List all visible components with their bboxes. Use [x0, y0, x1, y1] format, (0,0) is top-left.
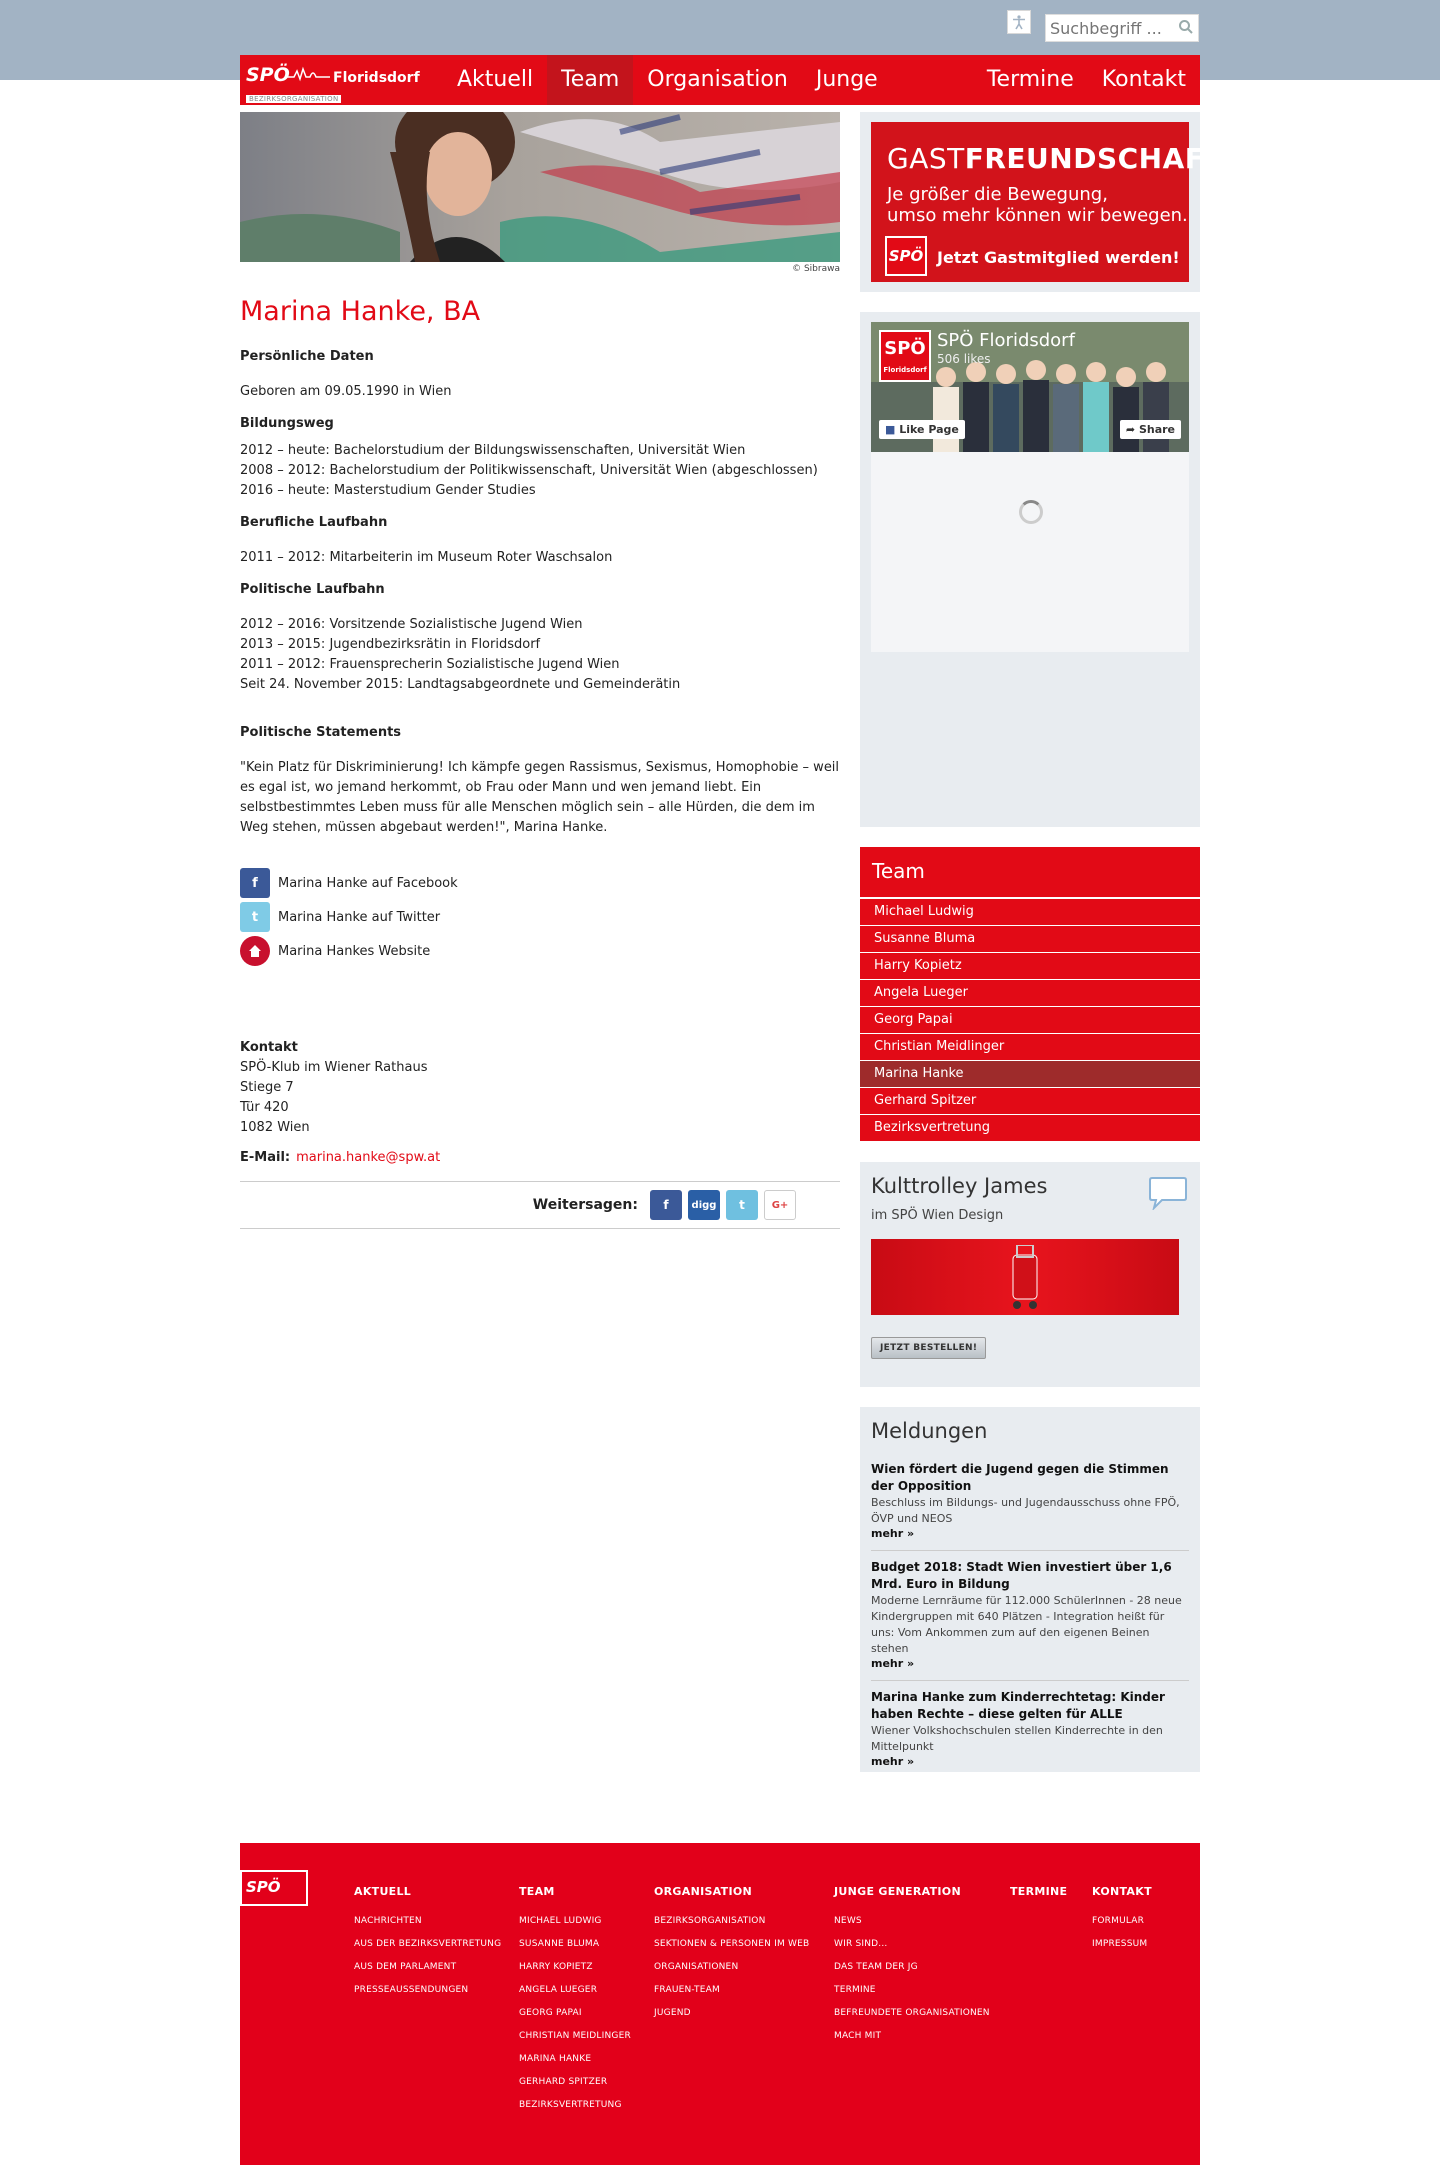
- education-item: 2016 – heute: Masterstudium Gender Studies: [240, 483, 536, 498]
- twitter-link-label: Marina Hanke auf Twitter: [278, 909, 441, 925]
- footer-link[interactable]: MACH MIT: [834, 2031, 882, 2041]
- news-item-more[interactable]: mehr »: [871, 1657, 915, 1670]
- team-item-angela-lueger[interactable]: Angela Lueger: [860, 980, 1200, 1007]
- logo-name: Floridsdorf: [333, 70, 420, 86]
- footer-link[interactable]: HARRY KOPIETZ: [519, 1962, 593, 1972]
- footer-link[interactable]: JUGEND: [654, 2008, 691, 2018]
- footer-link[interactable]: AUS DER BEZIRKSVERTRETUNG: [354, 1939, 502, 1949]
- footer-link[interactable]: GERHARD SPITZER: [519, 2077, 608, 2087]
- team-item-marina-hanke[interactable]: Marina Hanke: [860, 1061, 1200, 1088]
- footer-link[interactable]: DAS TEAM DER JG: [834, 1962, 918, 1972]
- footer-link[interactable]: BEFREUNDETE ORGANISATIONEN: [834, 2008, 990, 2018]
- education-heading: Bildungsweg: [240, 416, 334, 431]
- footer-link[interactable]: NACHRICHTEN: [354, 1916, 422, 1926]
- personal-heading: Persönliche Daten: [240, 349, 374, 364]
- footer-link[interactable]: FORMULAR: [1092, 1916, 1145, 1926]
- nav-junge-generation[interactable]: Junge: [815, 67, 878, 92]
- team-item-christian-meidlinger[interactable]: Christian Meidlinger: [860, 1034, 1200, 1061]
- footer-link[interactable]: BEZIRKSVERTRETUNG: [519, 2100, 622, 2110]
- facebook-like-button[interactable]: ■ Like Page: [879, 420, 965, 439]
- facebook-widget: [860, 312, 1200, 827]
- email-label: E-Mail:: [240, 1150, 291, 1165]
- politics-item: 2013 – 2015: Jugendbezirksrätin in Floridsdorf: [240, 637, 541, 652]
- home-icon: [240, 936, 270, 966]
- footer-link[interactable]: PRESSEAUSSENDUNGEN: [354, 1985, 469, 1995]
- education-list: [240, 441, 840, 501]
- main-nav: [240, 55, 1200, 105]
- politics-item: Seit 24. November 2015: Landtagsabgeordnete und Gemeinderätin: [240, 677, 681, 692]
- politics-list: [240, 615, 840, 695]
- contact-line: Tür 420: [240, 1100, 289, 1115]
- facebook-link-label: Marina Hanke auf Facebook: [278, 875, 458, 891]
- twitter-icon: t: [240, 902, 270, 932]
- footer-col-head[interactable]: KONTAKT: [1092, 1885, 1152, 1898]
- gast-box: [860, 112, 1238, 292]
- footer-col-head[interactable]: ORGANISATION: [654, 1885, 752, 1898]
- footer-link[interactable]: TERMINE: [834, 1985, 876, 1995]
- footer-col-termine: [1010, 1885, 1067, 1916]
- contact-line: SPÖ-Klub im Wiener Rathaus: [240, 1060, 428, 1075]
- footer-col-junge-generation: [834, 1885, 990, 2054]
- footer-link[interactable]: AUS DEM PARLAMENT: [354, 1962, 457, 1972]
- facebook-share-button[interactable]: ➦ Share: [1120, 420, 1181, 439]
- footer-link[interactable]: IMPRESSUM: [1092, 1939, 1148, 1949]
- footer-col-head[interactable]: AKTUELL: [354, 1885, 412, 1898]
- news-item-desc: Beschluss im Bildungs- und Jugendausschuss ohne FPÖ, ÖVP und NEOS: [871, 1496, 1180, 1525]
- team-menu-title: Team: [860, 847, 1200, 899]
- team-item-georg-papai[interactable]: Georg Papai: [860, 1007, 1200, 1034]
- footer-col-head[interactable]: TEAM: [519, 1885, 555, 1898]
- footer-link[interactable]: MARINA HANKE: [519, 2054, 592, 2064]
- gast-cta: Jetzt Gastmitglied werden!: [937, 248, 1180, 267]
- footer: [240, 1843, 1200, 2165]
- team-item-harry-kopietz[interactable]: Harry Kopietz: [860, 953, 1200, 980]
- nav-kontakt[interactable]: Kontakt: [1101, 67, 1186, 92]
- website-link-label: Marina Hankes Website: [278, 943, 431, 959]
- gast-title: GASTFREUNDSCHAFT!: [887, 142, 1238, 175]
- facebook-page-logo: SPÖ Floridsdorf: [879, 330, 931, 382]
- facebook-page-card[interactable]: [871, 322, 1189, 452]
- share-facebook-icon[interactable]: f: [650, 1190, 682, 1220]
- news-item-desc: Wiener Volkshochschulen stellen Kinderrechte in den Mittelpunkt: [871, 1724, 1163, 1753]
- politics-heading: Politische Laufbahn: [240, 582, 385, 597]
- news-box: [860, 1407, 1200, 1772]
- statement-text: "Kein Platz für Diskriminierung! Ich kämpfe gegen Rassismus, Sexismus, Homophobie – weil es egal ist, wo jemand herkommt, ob Frau oder Mann und wen jemand liebt. Ein selbstbestimmtes Leben muss für alle Menschen möglich sein – alle Hürden, die dem im Weg stehen, müssen abgebaut werden!", Marina Hanke.: [240, 760, 840, 835]
- footer-link[interactable]: MICHAEL LUDWIG: [519, 1916, 602, 1926]
- footer-link[interactable]: CHRISTIAN MEIDLINGER: [519, 2031, 631, 2041]
- contact-line: 1082 Wien: [240, 1120, 310, 1135]
- birth-info: Geboren am 09.05.1990 in Wien: [240, 384, 452, 399]
- team-item-bezirksvertretung[interactable]: Bezirksvertretung: [860, 1115, 1200, 1142]
- facebook-likes: 506 likes: [937, 352, 991, 366]
- loading-spinner-icon: [1019, 500, 1043, 524]
- footer-col-aktuell: [354, 1885, 501, 2008]
- team-item-gerhard-spitzer[interactable]: Gerhard Spitzer: [860, 1088, 1200, 1115]
- main-content: [240, 112, 840, 1229]
- hero-photo: [240, 112, 840, 262]
- share-label: Weitersagen:: [532, 1197, 638, 1213]
- share-twitter-icon[interactable]: t: [726, 1190, 758, 1220]
- sidebar: [860, 112, 1238, 1772]
- skyline-icon: [286, 65, 330, 83]
- facebook-link[interactable]: [240, 866, 840, 900]
- news-item-more[interactable]: mehr »: [871, 1755, 915, 1768]
- contact-line: Stiege 7: [240, 1080, 294, 1095]
- footer-col-team: [519, 1885, 631, 2123]
- logo-spo: SPÖ: [246, 64, 290, 86]
- logo-sub: BEZIRKSORGANISATION: [246, 95, 341, 103]
- social-links: [240, 866, 840, 968]
- site-logo[interactable]: [240, 55, 443, 105]
- footer-col-organisation: [654, 1885, 809, 2031]
- news-title: Meldungen: [871, 1419, 988, 1443]
- gast-banner[interactable]: [871, 122, 1238, 282]
- footer-link[interactable]: SEKTIONEN & PERSONEN IM WEB: [654, 1939, 810, 1949]
- education-item: 2012 – heute: Bachelorstudium der Bildungswissenschaften, Universität Wien: [240, 443, 746, 458]
- email-row: [240, 1150, 840, 1165]
- photo-credit: © Sibrawa: [792, 264, 840, 274]
- facebook-page-name: SPÖ Floridsdorf: [937, 330, 1075, 351]
- share-google-plus-icon[interactable]: G+: [764, 1190, 796, 1220]
- news-item[interactable]: [871, 1681, 1189, 1778]
- statements-heading: Politische Statements: [240, 725, 402, 740]
- team-item-susanne-bluma[interactable]: Susanne Bluma: [860, 926, 1200, 953]
- share-bar: [240, 1181, 840, 1229]
- footer-col-head[interactable]: JUNGE GENERATION: [834, 1885, 961, 1898]
- footer-link[interactable]: SUSANNE BLUMA: [519, 1939, 600, 1949]
- footer-col-kontakt: [1092, 1885, 1152, 1962]
- nav-aktuell[interactable]: Aktuell: [456, 67, 534, 92]
- page-title: Marina Hanke, BA: [240, 296, 481, 327]
- news-item[interactable]: [871, 1551, 1189, 1681]
- kulttrolley-subtitle: im SPÖ Wien Design: [871, 1208, 1004, 1223]
- share-digg-icon[interactable]: digg: [688, 1190, 720, 1220]
- footer-link[interactable]: GEORG PAPAI: [519, 2008, 582, 2018]
- news-item[interactable]: [871, 1453, 1189, 1551]
- speech-bubble-icon: [1148, 1174, 1188, 1214]
- news-item-title[interactable]: Marina Hanke zum Kinderrechtetag: Kinder haben Rechte – diese gelten für ALLE: [871, 1690, 1165, 1721]
- footer-link[interactable]: FRAUEN-TEAM: [654, 1985, 720, 1995]
- team-menu: [860, 847, 1200, 1142]
- kulttrolley-image[interactable]: [871, 1239, 1179, 1315]
- footer-link[interactable]: ORGANISATIONEN: [654, 1962, 739, 1972]
- kulttrolley-title: Kulttrolley James: [871, 1174, 1048, 1198]
- footer-link[interactable]: NEWS: [834, 1916, 862, 1926]
- order-button[interactable]: JETZT BESTELLEN!: [871, 1337, 986, 1359]
- website-link[interactable]: [240, 934, 840, 968]
- nav-organisation[interactable]: Organisation: [647, 67, 788, 92]
- contact-block: [240, 1038, 840, 1138]
- gast-badge: SPÖ: [885, 236, 927, 276]
- search-box: [1045, 14, 1199, 42]
- news-item-title[interactable]: Budget 2018: Stadt Wien investiert über 1,6 Mrd. Euro in Bildung: [871, 1560, 1172, 1591]
- accessibility-icon[interactable]: [1007, 10, 1031, 34]
- twitter-link[interactable]: [240, 900, 840, 934]
- news-item-title[interactable]: Wien fördert die Jugend gegen die Stimmen der Opposition: [871, 1462, 1169, 1493]
- footer-link[interactable]: WIR SIND...: [834, 1939, 888, 1949]
- politics-item: 2011 – 2012: Frauensprecherin Sozialistische Jugend Wien: [240, 657, 620, 672]
- contact-heading: Kontakt: [240, 1040, 298, 1055]
- nav-termine[interactable]: Termine: [986, 67, 1074, 92]
- gast-text: Je größer die Bewegung, umso mehr können wir bewegen.: [887, 184, 1188, 226]
- career-item: 2011 – 2012: Mitarbeiterin im Museum Roter Waschsalon: [240, 550, 613, 565]
- email-link[interactable]: marina.hanke@spw.at: [296, 1150, 441, 1165]
- education-item: 2008 – 2012: Bachelorstudium der Politikwissenschaft, Universität Wien (abgeschlossen): [240, 463, 818, 478]
- facebook-icon: ■: [885, 423, 900, 436]
- footer-link[interactable]: BEZIRKSORGANISATION: [654, 1916, 766, 1926]
- team-item-michael-ludwig[interactable]: Michael Ludwig: [860, 899, 1200, 926]
- kulttrolley-box: [860, 1162, 1200, 1387]
- facebook-icon: f: [240, 868, 270, 898]
- share-arrow-icon: ➦: [1125, 423, 1139, 436]
- nav-team[interactable]: Team: [547, 55, 633, 105]
- news-item-more[interactable]: mehr »: [871, 1527, 915, 1540]
- footer-link[interactable]: ANGELA LUEGER: [519, 1985, 598, 1995]
- career-heading: Berufliche Laufbahn: [240, 515, 388, 530]
- search-icon[interactable]: [1178, 19, 1194, 39]
- facebook-feed: [871, 452, 1189, 652]
- news-item-desc: Moderne Lernräume für 112.000 SchülerInnen - 28 neue Kindergruppen mit 640 Plätzen - Integration heißt für uns: Vom Ankommen zum auf den eigenen Beinen stehen: [871, 1594, 1182, 1655]
- footer-col-head[interactable]: TERMINE: [1010, 1885, 1068, 1898]
- politics-item: 2012 – 2016: Vorsitzende Sozialistische Jugend Wien: [240, 617, 583, 632]
- footer-logo[interactable]: SPÖ: [240, 1870, 308, 1906]
- search-input[interactable]: [1046, 15, 1166, 41]
